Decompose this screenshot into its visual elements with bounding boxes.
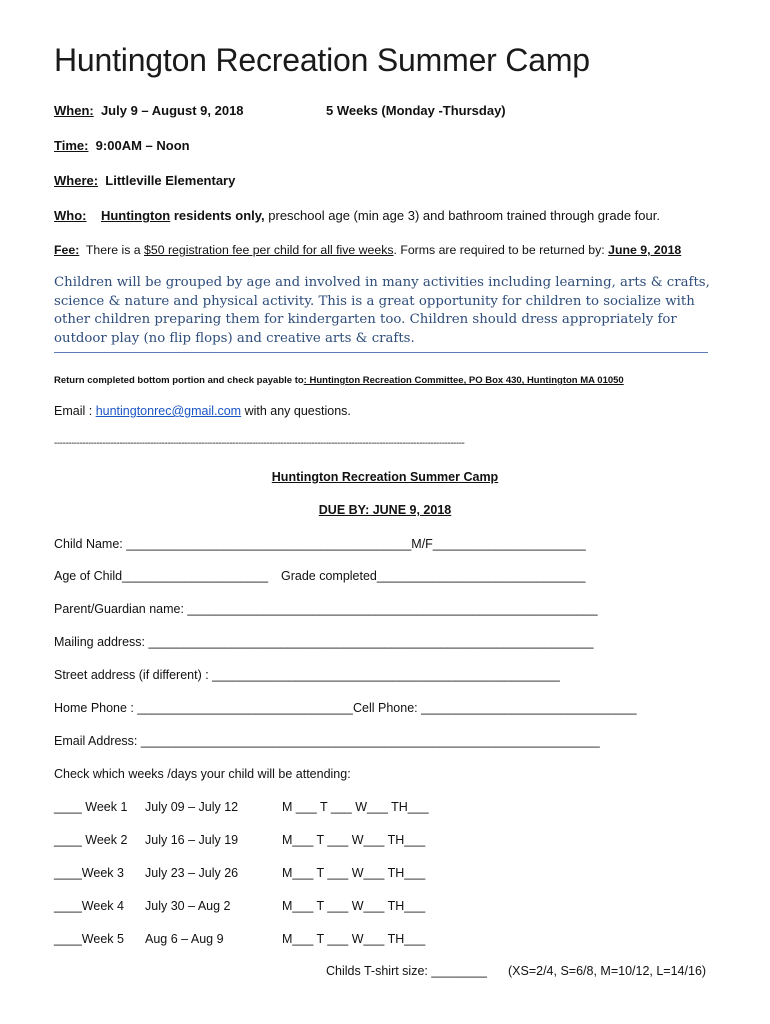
time-row (54, 138, 190, 153)
return-address: : Huntington Recreation Committee, PO Box 430, Huntington MA 01050 (303, 375, 624, 386)
page-title: Huntington Recreation Summer Camp (54, 42, 590, 78)
where-row (54, 173, 235, 188)
return-note-text: Return completed bottom portion and check payable to (54, 375, 304, 386)
week-4-days[interactable]: M___ T ___ W___ TH___ (282, 899, 426, 913)
parent-name-field[interactable]: Parent/Guardian name: ___________________________________________________________ (54, 602, 598, 616)
when-row (54, 103, 244, 118)
cut-line: ------------------------------------------------------------------------------------------------------------------------------------------------- (54, 438, 465, 449)
mailing-address-field[interactable]: Mailing address: ________________________________________________________________ (54, 635, 594, 649)
return-note (54, 375, 624, 386)
fee-row (54, 243, 681, 257)
form-due-date: DUE BY: JUNE 9, 2018 (318, 503, 452, 517)
contact-email-link[interactable]: huntingtonrec@gmail.com (95, 404, 242, 418)
cell-phone-field[interactable]: Cell Phone: _______________________________ (353, 701, 637, 715)
week-2-days[interactable]: M___ T ___ W___ TH___ (282, 833, 426, 847)
where-label: Where: (54, 173, 99, 188)
email-suffix: with any questions. (241, 404, 351, 418)
week-3-checkbox[interactable]: ____Week 3 (54, 866, 124, 880)
weeks-summary: 5 Weeks (Monday -Thursday) (326, 103, 506, 118)
week-4-checkbox[interactable]: ____Week 4 (54, 899, 124, 913)
week-5-dates: Aug 6 – Aug 9 (145, 932, 224, 946)
when-label: When: (54, 103, 94, 118)
fee-text-1: There is a (85, 243, 145, 257)
fee-text-2: . Forms are required to be returned by: (393, 243, 609, 257)
week-2-checkbox[interactable]: ____ Week 2 (54, 833, 128, 847)
week-4-dates: July 30 – Aug 2 (145, 899, 231, 913)
email-address-field[interactable]: Email Address: __________________________________________________________________ (54, 734, 600, 748)
week-3-days[interactable]: M___ T ___ W___ TH___ (282, 866, 426, 880)
week-3-dates: July 23 – July 26 (145, 866, 239, 880)
grade-field[interactable]: Grade completed______________________________ (281, 569, 586, 583)
week-5-days[interactable]: M___ T ___ W___ TH___ (282, 932, 426, 946)
fee-due-date: June 9, 2018 (608, 243, 682, 257)
who-label: Who: (54, 208, 87, 223)
who-town: Huntington (100, 208, 171, 223)
week-1-dates: July 09 – July 12 (145, 800, 239, 814)
who-description: preschool age (min age 3) and bathroom trained through grade four. (264, 208, 660, 223)
weeks-instruction: Check which weeks /days your child will be attending: (54, 767, 351, 781)
tshirt-size-key: (XS=2/4, S=6/8, M=10/12, L=14/16) (508, 964, 707, 978)
week-2-dates: July 16 – July 19 (145, 833, 239, 847)
child-name-field[interactable]: Child Name: _________________________________________M/F______________________ (54, 537, 586, 551)
contact-email-line (54, 404, 351, 418)
week-1-checkbox[interactable]: ____ Week 1 (54, 800, 128, 814)
tshirt-size-field[interactable]: Childs T-shirt size: ________ (326, 964, 487, 978)
fee-label: Fee: (54, 243, 80, 257)
home-phone-field[interactable]: Home Phone : _______________________________ (54, 701, 353, 715)
program-description: Children will be grouped by age and involved in many activities including learning, arts & crafts, science & nature and physical activity. This is a great opportunity for children to socialize with other children preparing them for kindergarten too. Children should dress appropriately for outdoor play (no flip flops) and creative arts & crafts. (54, 275, 710, 346)
where-value: Littleville Elementary (105, 173, 236, 188)
when-value: July 9 – August 9, 2018 (100, 103, 244, 118)
street-address-field[interactable]: Street address (if different) : __________________________________________________ (54, 668, 560, 682)
who-residents: residents only, (170, 208, 265, 223)
time-value: 9:00AM – Noon (95, 138, 190, 153)
week-1-days[interactable]: M ___ T ___ W___ TH___ (282, 800, 429, 814)
email-prefix: Email : (54, 404, 96, 418)
time-label: Time: (54, 138, 89, 153)
week-5-checkbox[interactable]: ____Week 5 (54, 932, 124, 946)
form-heading: Huntington Recreation Summer Camp (271, 470, 499, 484)
age-field[interactable]: Age of Child_____________________ (54, 569, 269, 583)
who-row (54, 208, 660, 223)
section-divider-line (54, 352, 708, 353)
fee-amount: $50 registration fee per child for all five weeks (144, 243, 394, 257)
